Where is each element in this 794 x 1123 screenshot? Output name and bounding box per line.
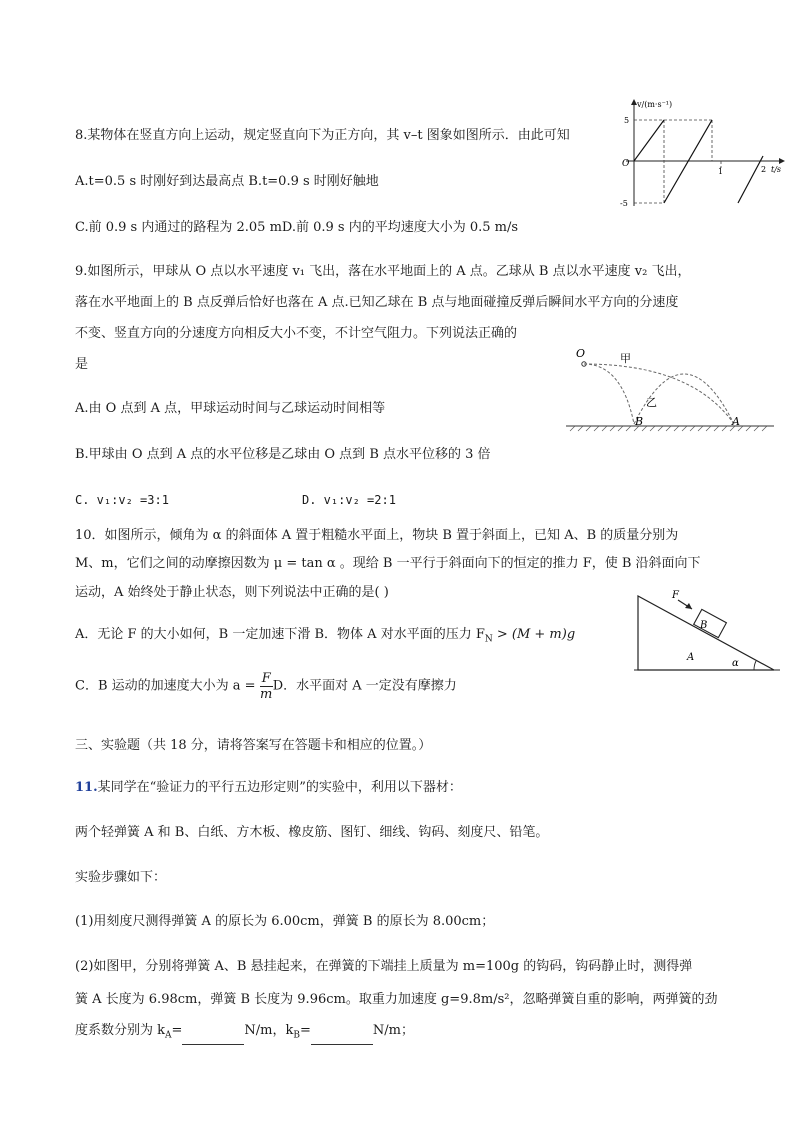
q11-stem-text: 某同学在“验证力的平行五边形定则”的实验中，利用以下器材： bbox=[97, 780, 462, 795]
q8-stem: 8.某物体在竖直方向上运动，规定竖直向下为正方向，其 v–t 图象如图所示．由此可知 bbox=[75, 128, 570, 143]
q11-stem bbox=[75, 779, 462, 797]
q10-label-f: F bbox=[672, 590, 679, 601]
q9-label-yi: 乙 bbox=[646, 396, 657, 409]
q9-projectile-figure bbox=[562, 342, 777, 434]
q11-step-2-line-3 bbox=[75, 1022, 414, 1045]
q9-label-o: O bbox=[576, 347, 586, 360]
q10-option-c-text: C．B 运动的加速度大小为 a = bbox=[75, 678, 256, 694]
q10-stem-line-3: 运动，A 始终处于静止状态，则下列说法中正确的是( ) bbox=[75, 585, 389, 600]
q10-stem-line-2: M、m，它们之间的动摩擦因数为 μ = tan α 。现给 B 一平行于斜面向下的恒定的推力 F，使 B 沿斜面向下 bbox=[75, 556, 701, 571]
q8-ytick-5: 5 bbox=[624, 116, 630, 125]
q11-kb-unit: N/m； bbox=[372, 1023, 415, 1038]
q8-xtick-1: 1 bbox=[718, 167, 724, 176]
section-3-heading: 三、实验题（共 18 分，请将答案写在答题卡和相应的位置。） bbox=[75, 738, 432, 753]
q8-ylabel: v/(m·s⁻¹) bbox=[637, 100, 673, 109]
q11-number: 11. bbox=[75, 780, 98, 795]
q11-step-2-line-1: (2)如图甲，分别将弹簧 A、B 悬挂起来，在弹簧的下端挂上质量为 m=100g 的钩码，钩码静止时，测得弹 bbox=[75, 959, 693, 974]
q10-label-b: B bbox=[700, 620, 708, 631]
q10-option-ab-text: A．无论 F 的大小如何，B 一定加速下滑 B．物体 A 对水平面的压力 F bbox=[75, 627, 485, 642]
q9-trajectory-yi-1 bbox=[584, 364, 634, 424]
q9-label-jia: 甲 bbox=[620, 352, 631, 365]
q9-label-a: A bbox=[732, 415, 740, 428]
q9-stem-line-1: 9.如图所示，甲球从 O 点以水平速度 v₁ 飞出，落在水平地面上的 A 点。乙球从 B 点以水平速度 v₂ 飞出， bbox=[75, 264, 691, 279]
q9-option-d: D. v₁:v₂ =2:1 bbox=[302, 493, 396, 507]
q9-stem-line-4: 是 bbox=[75, 357, 89, 372]
q8-options-ab: A.t=0.5 s 时刚好到达最高点 B.t=0.9 s 时刚好触地 bbox=[75, 174, 379, 189]
q10-option-d-text: D．水平面对 A 一定没有摩擦力 bbox=[272, 678, 457, 694]
q9-option-b: B.甲球由 O 点到 A 点的水平位移是乙球由 O 点到 B 点水平位移的 3 倍 bbox=[75, 447, 491, 462]
q10-fraction bbox=[260, 671, 273, 702]
q10-option-cd bbox=[75, 671, 457, 711]
q11-ka-sub: A bbox=[165, 1030, 172, 1041]
q10-option-ab-tail: > (M + m)g bbox=[492, 627, 576, 642]
q11-kb-eq: = bbox=[300, 1023, 311, 1038]
q10-wedge-a bbox=[638, 596, 774, 670]
q11-kb-blank[interactable] bbox=[311, 1032, 373, 1045]
q8-vt-segment-3 bbox=[738, 156, 763, 203]
q9-stem-line-3: 不变、竖直方向的分速度方向相反大小不变，不计空气阻力。下列说法正确的 bbox=[75, 326, 518, 341]
q10-label-a: A bbox=[687, 652, 695, 663]
q8-xlabel: t/s bbox=[771, 165, 782, 174]
q8-vt-graph bbox=[618, 96, 788, 211]
q10-angle-arc bbox=[754, 661, 756, 670]
q11-materials: 两个轻弹簧 A 和 B、白纸、方木板、橡皮筋、图钉、细线、钩码、刻度尺、铅笔。 bbox=[75, 825, 549, 840]
q8-ytick-neg5: -5 bbox=[620, 199, 628, 208]
q11-ka-blank[interactable] bbox=[182, 1032, 244, 1045]
q11-ka-label: 度系数分别为 k bbox=[75, 1023, 166, 1038]
q9-option-c: C. v₁:v₂ =3:1 bbox=[75, 493, 169, 507]
q10-incline-figure bbox=[632, 584, 782, 676]
q11-kb-sub: B bbox=[293, 1030, 301, 1041]
q10-frac-num: F bbox=[261, 671, 271, 686]
q10-stem-line-1: 10．如图所示，倾角为 α 的斜面体 A 置于粗糙水平面上，物块 B 置于斜面上，已知 A、B 的质量分别为 bbox=[75, 528, 679, 543]
q8-origin: O bbox=[622, 159, 630, 169]
q11-kb-label: N/m，k bbox=[244, 1023, 294, 1038]
q11-ka-eq: = bbox=[171, 1023, 183, 1038]
q11-steps-title: 实验步骤如下： bbox=[75, 870, 167, 885]
q11-step-1: (1)用刻度尺测得弹簧 A 的原长为 6.00cm，弹簧 B 的原长为 8.00cm； bbox=[75, 914, 495, 929]
q10-block-b bbox=[694, 609, 727, 637]
q10-frac-den: m bbox=[260, 687, 273, 702]
q10-fn-sub: N bbox=[484, 634, 493, 645]
q11-step-2-line-2: 簧 A 长度为 6.98cm，弹簧 B 长度为 9.96cm。取重力加速度 g=9.8m/s²，忽略弹簧自重的影响，两弹簧的劲 bbox=[75, 992, 718, 1007]
q9-option-a: A.由 O 点到 A 点，甲球运动时间与乙球运动时间相等 bbox=[75, 401, 386, 416]
q8-vt-segment-1 bbox=[634, 120, 664, 161]
q9-label-b: B bbox=[635, 415, 644, 428]
q9-trajectory-jia bbox=[584, 364, 734, 424]
q8-xtick-2: 2 bbox=[761, 165, 767, 174]
q10-option-ab bbox=[75, 626, 575, 649]
q9-stem-line-2: 落在水平地面上的 B 点反弹后恰好也落在 A 点.已知乙球在 B 点与地面碰撞反弹后瞬间水平方向的分速度 bbox=[75, 295, 679, 310]
q10-label-alpha: α bbox=[732, 658, 739, 669]
q8-options-cd: C.前 0.9 s 内通过的路程为 2.05 mD.前 0.9 s 内的平均速度大小为 0.5 m/s bbox=[75, 220, 519, 235]
